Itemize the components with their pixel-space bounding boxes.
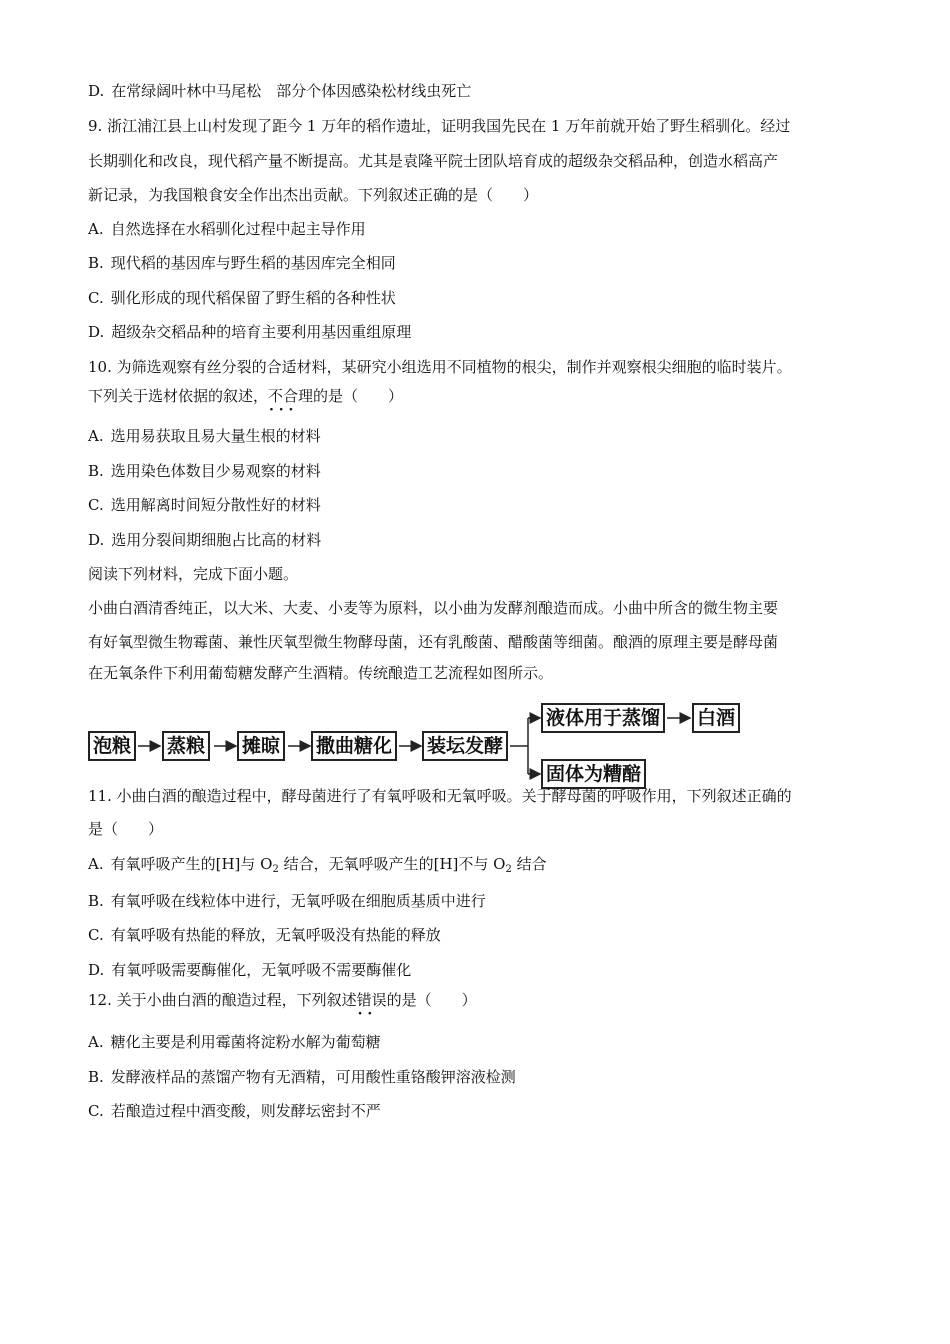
flow-step-steam: 蒸粮 [162,731,210,761]
flow-step-saccharify: 撒曲糖化 [311,731,397,761]
q10-option-c: C. 选用解离时间短分散性好的材料 [88,496,321,514]
q11-option-b: B. 有氧呼吸在线粒体中进行，无氧呼吸在细胞质基质中进行 [88,892,486,910]
q12-option-b: B. 发酵液样品的蒸馏产物有无酒精，可用酸性重铬酸钾溶液检测 [88,1068,516,1086]
q11-option-c: C. 有氧呼吸有热能的释放，无氧呼吸没有热能的释放 [88,926,441,944]
q12-option-c: C. 若酿造过程中酒变酸，则发酵坛密封不严 [88,1102,381,1120]
q9-option-b: B. 现代稻的基因库与野生稻的基因库完全相同 [88,254,396,272]
emphasis-dots: 错误 · · [357,990,387,1010]
q9-option-c: C. 驯化形成的现代稻保留了野生稻的各种性状 [88,289,396,307]
q8-option-d: D. 在常绿阔叶林中马尾松 部分个体因感染松材线虫死亡 [88,82,472,100]
flow-step-ferment: 装坛发酵 [422,731,508,761]
q12-stem: 12. 关于小曲白酒的酿造过程，下列叙述错误 · ·的是（ ） [88,990,477,1010]
flow-final-liquor: 白酒 [692,703,740,733]
flow-step-soak: 泡粮 [88,731,136,761]
q11-option-d: D. 有氧呼吸需要酶催化，无氧呼吸不需要酶催化 [88,961,412,979]
q9-stem-line-3: 新记录，为我国粮食安全作出杰出贡献。下列叙述正确的是（ ） [88,186,539,204]
q12-option-a: A. 糖化主要是利用霉菌将淀粉水解为葡萄糖 [88,1033,381,1051]
q10-option-d: D. 选用分裂间期细胞占比高的材料 [88,531,322,549]
q9-option-d: D. 超级杂交稻品种的培育主要利用基因重组原理 [88,323,412,341]
q11-stem-line-1: 11. 小曲白酒的酿造过程中，酵母菌进行了有氧呼吸和无氧呼吸。关于酵母菌的呼吸作用，下列叙述正确的 [88,787,792,805]
reading-line-1: 小曲白酒清香纯正，以大米、大麦、小麦等为原料，以小曲为发酵剂酿造而成。小曲中所含的微生物主要 [88,599,779,617]
flow-branch-liquid: 液体用于蒸馏 [541,703,665,733]
reading-line-2: 有好氧型微生物霉菌、兼性厌氧型微生物酵母菌，还有乳酸菌、醋酸菌等细菌。酿酒的原理主要是酵母菌 [88,633,779,651]
q9-option-a: A. 自然选择在水稻驯化过程中起主导作用 [88,220,366,238]
q10-option-b: B. 选用染色体数目少易观察的材料 [88,462,321,480]
reading-line-3: 在无氧条件下利用葡萄糖发酵产生酒精。传统酿造工艺流程如图所示。 [88,664,554,682]
q10-stem-line-2: 下列关于选材依据的叙述，不合理 · · ·的是（ ） [88,386,403,406]
flow-step-spread-cool: 摊晾 [237,731,285,761]
q9-stem-line-1: 9. 浙江浦江县上山村发现了距今 1 万年的稻作遗址，证明我国先民在 1 万年前就开始了野生稻驯化。经过 [88,117,791,135]
q10-option-a: A. 选用易获取且易大量生根的材料 [88,427,321,445]
flow-branch-solid: 固体为糟醅 [541,759,646,789]
q9-stem-line-2: 长期驯化和改良，现代稻产量不断提高。尤其是袁隆平院士团队培育成的超级杂交稻品种，创造水稻高产 [88,152,779,170]
reading-intro: 阅读下列材料，完成下面小题。 [88,565,299,583]
q10-stem-line-1: 10. 为筛选观察有丝分裂的合适材料，某研究小组选用不同植物的根尖，制作并观察根尖细胞的临时装片。 [88,358,792,376]
emphasis-dots: 不合理 · · · [268,386,313,406]
q11-option-a: A. 有氧呼吸产生的[H]与 $O_2$ 结合，无氧呼吸产生的[H]不与 $O_2$ 结合 [88,855,547,875]
q11-stem-line-2: 是（ ） [88,820,164,838]
